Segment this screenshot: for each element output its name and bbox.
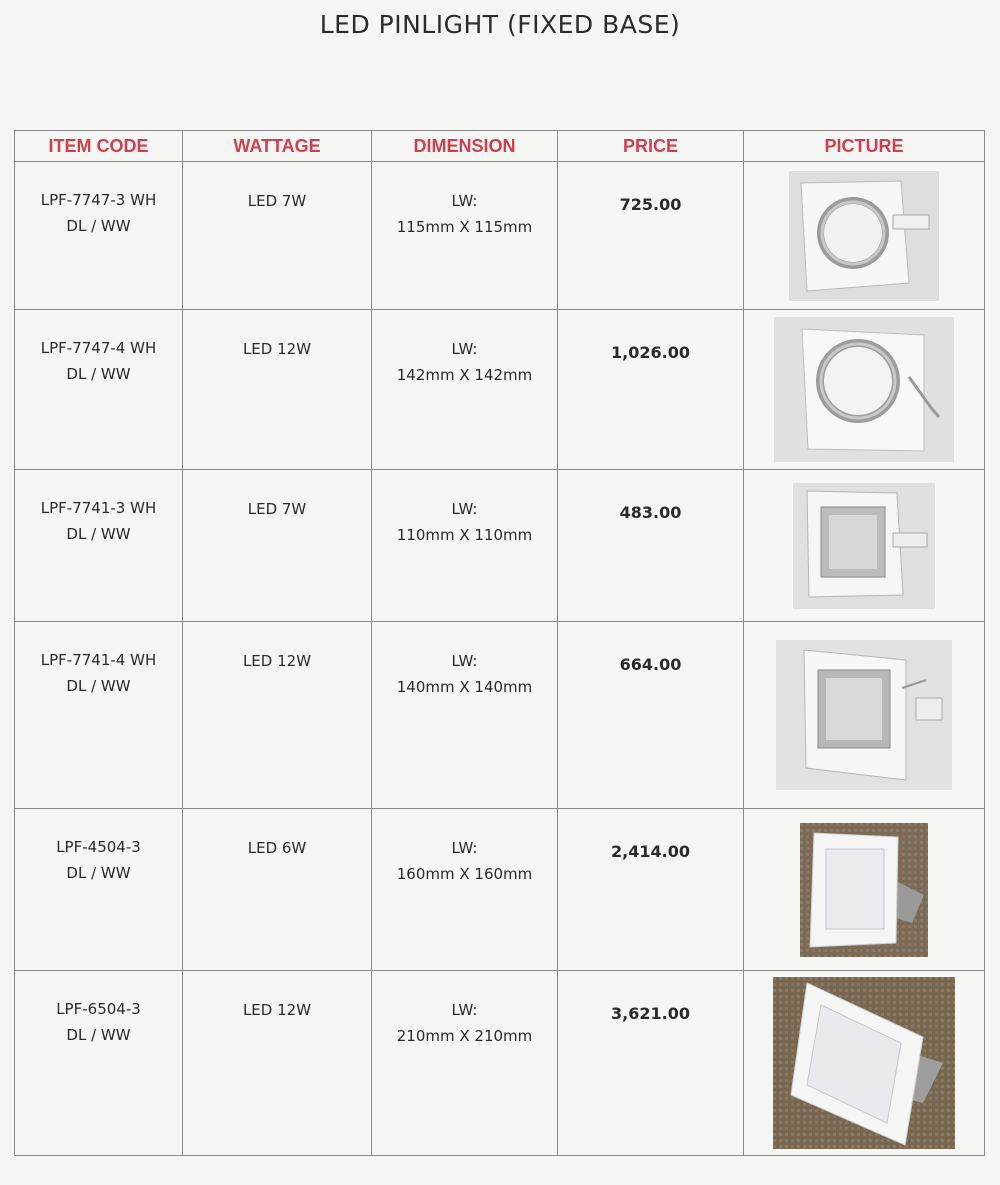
item-code: LPF-7747-3 WH [40, 191, 157, 209]
square-panel-photo [773, 977, 955, 1149]
item-code: LPF-6504-3 [56, 1000, 141, 1018]
dimension-label: LW: [451, 340, 478, 358]
item-variant: DL / WW [66, 864, 131, 882]
item-variant: DL / WW [66, 525, 131, 543]
dimension-value: 110mm X 110mm [396, 526, 533, 544]
price-value: 3,621.00 [611, 1004, 690, 1023]
price-value: 664.00 [619, 655, 682, 674]
price-value: 725.00 [619, 195, 682, 214]
square-pinlight-photo [793, 483, 935, 609]
dimension-value: 140mm X 140mm [396, 678, 533, 696]
item-code: LPF-7741-4 WH [40, 651, 157, 669]
dimension-label: LW: [451, 192, 478, 210]
wattage-value: LED 6W [247, 839, 307, 857]
item-code: LPF-7741-3 WH [40, 499, 157, 517]
product-table [14, 130, 985, 1156]
item-variant: DL / WW [66, 217, 131, 235]
item-variant: DL / WW [66, 677, 131, 695]
header-wattage: WATTAGE [183, 131, 372, 162]
wattage-value: LED 7W [247, 192, 307, 210]
square-pinlight-photo [776, 640, 952, 790]
header-picture: PICTURE [744, 131, 985, 162]
wattage-value: LED 12W [242, 652, 312, 670]
price-value: 2,414.00 [611, 842, 690, 861]
item-variant: DL / WW [66, 1026, 131, 1044]
header-price: PRICE [558, 131, 744, 162]
dimension-value: 160mm X 160mm [396, 865, 533, 883]
dimension-label: LW: [451, 500, 478, 518]
item-code: LPF-7747-4 WH [40, 339, 157, 357]
square-panel-photo [800, 823, 928, 957]
dimension-label: LW: [451, 839, 478, 857]
dimension-value: 210mm X 210mm [396, 1027, 533, 1045]
header-dimension: DIMENSION [372, 131, 558, 162]
table-row [15, 971, 985, 1156]
dimension-value: 115mm X 115mm [396, 218, 533, 236]
round-pinlight-photo [789, 171, 939, 301]
price-value: 1,026.00 [611, 343, 690, 362]
wattage-value: LED 12W [242, 1001, 312, 1019]
page-title: LED PINLIGHT (FIXED BASE) [319, 10, 681, 39]
price-value: 483.00 [619, 503, 682, 522]
item-code: LPF-4504-3 [56, 838, 141, 856]
dimension-label: LW: [451, 652, 478, 670]
header-item-code: ITEM CODE [15, 131, 183, 162]
table-row [15, 622, 985, 809]
dimension-label: LW: [451, 1001, 478, 1019]
wattage-value: LED 7W [247, 500, 307, 518]
wattage-value: LED 12W [242, 340, 312, 358]
item-variant: DL / WW [66, 365, 131, 383]
round-pinlight-photo [774, 317, 954, 462]
dimension-value: 142mm X 142mm [396, 366, 533, 384]
